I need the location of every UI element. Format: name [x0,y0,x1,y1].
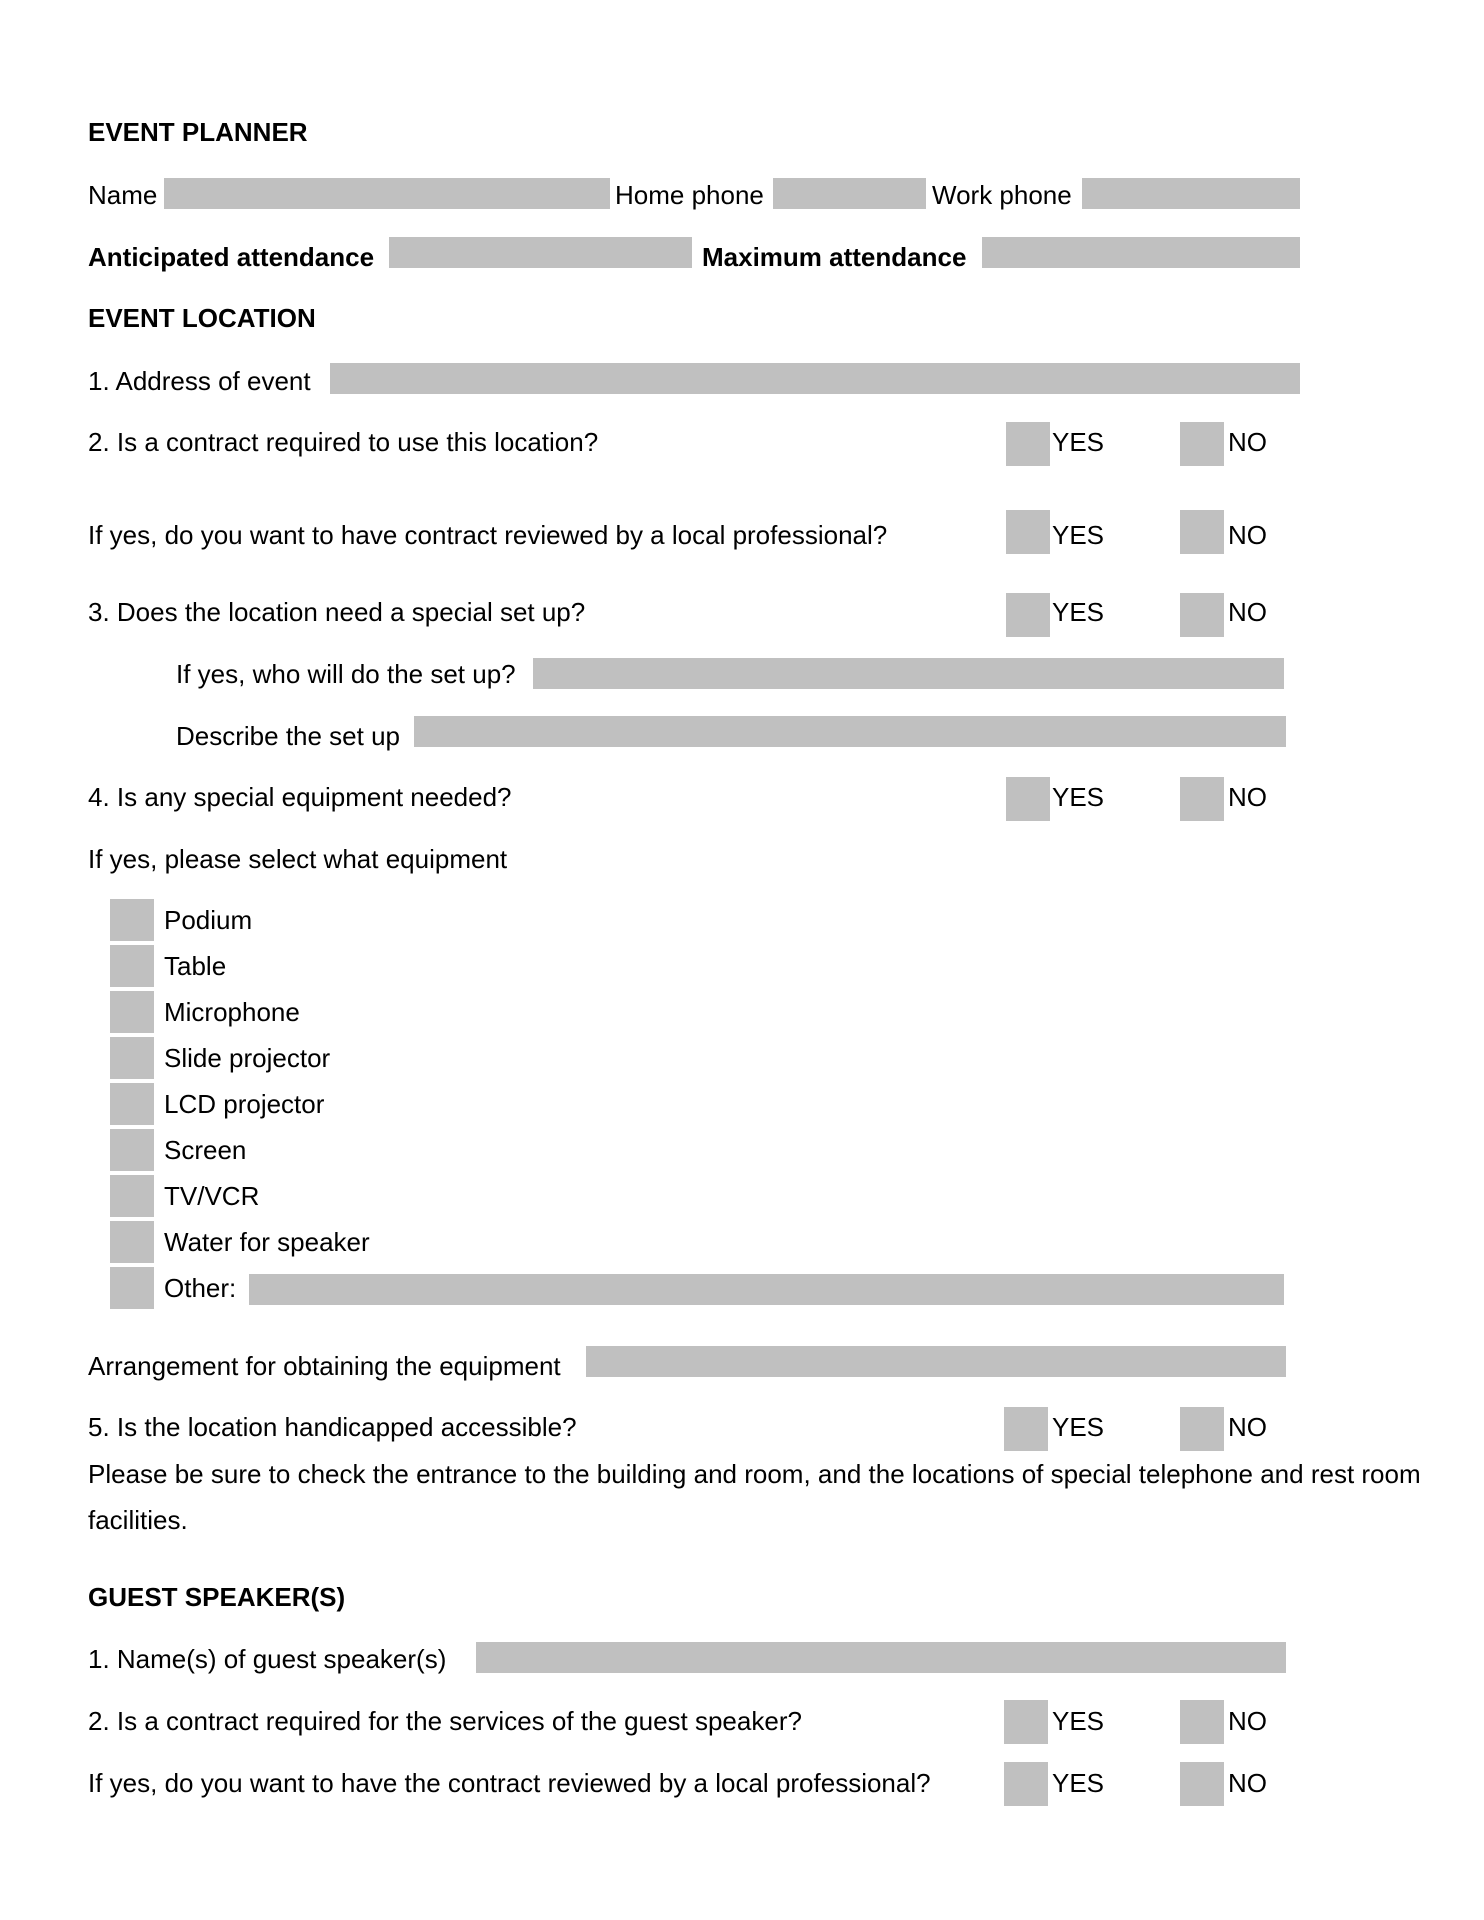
equipment-yes-checkbox[interactable] [1006,777,1050,821]
equipment-question: 4. Is any special equipment needed? [88,782,512,812]
speaker-contract-review-question: If yes, do you want to have the contract reviewed by a local professional? [88,1768,931,1798]
maximum-attendance-field[interactable] [982,237,1300,268]
other-checkbox[interactable] [110,1267,154,1309]
anticipated-attendance-field[interactable] [389,237,692,268]
speaker-contract-no-checkbox[interactable] [1180,1700,1224,1744]
event-location-heading: EVENT LOCATION [88,303,316,333]
location-contract-review-question: If yes, do you want to have contract reviewed by a local professional? [88,520,888,550]
no-label: NO [1228,597,1267,627]
microphone-checkbox[interactable] [110,991,154,1033]
name-field[interactable] [164,178,610,209]
location-contract-question: 2. Is a contract required to use this location? [88,427,599,457]
equipment-item: Water for speaker [164,1227,370,1257]
table-checkbox[interactable] [110,945,154,987]
no-label: NO [1228,1768,1267,1798]
setup-who-field[interactable] [533,658,1284,689]
accessibility-note: Please be sure to check the entrance to the building and room, and the locations of special telephone and rest room facilities. [88,1459,1421,1535]
guest-speakers-heading: GUEST SPEAKER(S) [88,1582,346,1612]
no-label: NO [1228,427,1267,457]
maximum-attendance-label: Maximum attendance [702,242,967,272]
no-label: NO [1228,782,1267,812]
special-setup-no-checkbox[interactable] [1180,593,1224,637]
no-label: NO [1228,1412,1267,1442]
yes-label: YES [1052,782,1105,812]
speaker-names-label: 1. Name(s) of guest speaker(s) [88,1644,447,1674]
lcd-projector-checkbox[interactable] [110,1083,154,1125]
water-for-speaker-checkbox[interactable] [110,1221,154,1263]
tv-vcr-checkbox[interactable] [110,1175,154,1217]
speaker-review-yes-checkbox[interactable] [1004,1762,1048,1806]
location-contract-yes-checkbox[interactable] [1006,422,1050,466]
equipment-item: Slide projector [164,1043,331,1073]
location-review-no-checkbox[interactable] [1180,510,1224,554]
equipment-item: Podium [164,905,253,935]
accessible-question: 5. Is the location handicapped accessible? [88,1412,577,1442]
work-phone-field[interactable] [1082,178,1300,209]
speaker-contract-question: 2. Is a contract required for the services of the guest speaker? [88,1706,802,1736]
location-contract-no-checkbox[interactable] [1180,422,1224,466]
equipment-no-checkbox[interactable] [1180,777,1224,821]
screen-checkbox[interactable] [110,1129,154,1171]
work-phone-label: Work phone [932,180,1072,210]
podium-checkbox[interactable] [110,899,154,941]
home-phone-label: Home phone [615,180,764,210]
name-label: Name [88,180,158,210]
equipment-item: Other: [164,1273,237,1303]
other-equipment-field[interactable] [249,1274,1284,1305]
no-label: NO [1228,520,1267,550]
slide-projector-checkbox[interactable] [110,1037,154,1079]
yes-label: YES [1052,1706,1105,1736]
location-review-yes-checkbox[interactable] [1006,510,1050,554]
special-setup-yes-checkbox[interactable] [1006,593,1050,637]
no-label: NO [1228,1706,1267,1736]
accessible-no-checkbox[interactable] [1180,1407,1224,1451]
page-title: EVENT PLANNER [88,117,308,147]
equipment-item: Screen [164,1135,247,1165]
accessible-yes-checkbox[interactable] [1004,1407,1048,1451]
equipment-item: LCD projector [164,1089,325,1119]
setup-describe-field[interactable] [414,716,1286,747]
yes-label: YES [1052,520,1105,550]
setup-who-label: If yes, who will do the set up? [176,659,516,689]
speaker-contract-yes-checkbox[interactable] [1004,1700,1048,1744]
home-phone-field[interactable] [773,178,926,209]
yes-label: YES [1052,1412,1105,1442]
equipment-item: TV/VCR [164,1181,260,1211]
address-label: 1. Address of event [88,366,311,396]
yes-label: YES [1052,1768,1105,1798]
equipment-item: Table [164,951,227,981]
equipment-item: Microphone [164,997,300,1027]
arrangement-label: Arrangement for obtaining the equipment [88,1351,561,1381]
speaker-names-field[interactable] [476,1642,1286,1673]
setup-describe-label: Describe the set up [176,721,401,751]
anticipated-attendance-label: Anticipated attendance [88,242,375,272]
special-setup-question: 3. Does the location need a special set up? [88,597,586,627]
arrangement-field[interactable] [586,1346,1286,1377]
equipment-select-instructions: If yes, please select what equipment [88,844,508,874]
yes-label: YES [1052,427,1105,457]
speaker-review-no-checkbox[interactable] [1180,1762,1224,1806]
address-field[interactable] [330,363,1300,394]
yes-label: YES [1052,597,1105,627]
